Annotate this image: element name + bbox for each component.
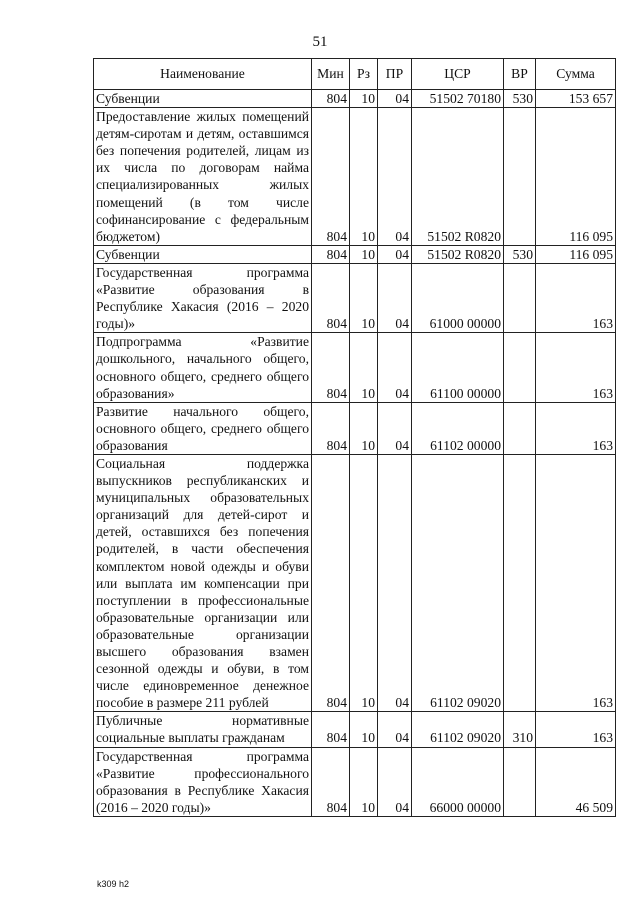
row-sum: 163 [536,454,616,711]
row-rz: 10 [350,108,378,246]
row-min: 804 [312,90,350,108]
row-min: 804 [312,712,350,747]
row-min: 804 [312,333,350,402]
row-csr: 51502 R0820 [412,108,504,246]
row-pr: 04 [378,712,412,747]
row-pr: 04 [378,333,412,402]
row-min: 804 [312,402,350,454]
row-name: Государственная программа «Развитие профессионального образования в Республике Хакасия (2016 – 2020 годы)» [94,747,312,816]
row-pr: 04 [378,402,412,454]
header-pr: ПР [378,59,412,90]
row-name: Публичные нормативные социальные выплаты гражданам [94,712,312,747]
row-csr: 61000 00000 [412,263,504,332]
row-csr: 61102 09020 [412,712,504,747]
row-rz: 10 [350,263,378,332]
budget-table [93,58,616,817]
row-rz: 10 [350,454,378,711]
row-vr [504,402,536,454]
footer-document-code: k309 h2 [97,879,130,889]
row-name: Предоставление жилых помещений детям-сиротам и детям, оставшимся без попечения родителей, лицам из их числа по договорам найма специализированных жилых помещений (в том числе софинансирование с федеральным бюджетом) [94,108,312,246]
row-pr: 04 [378,747,412,816]
row-csr: 61102 09020 [412,454,504,711]
row-sum: 163 [536,333,616,402]
row-rz: 10 [350,245,378,263]
table-row [94,245,616,263]
row-pr: 04 [378,454,412,711]
table-row [94,747,616,816]
row-vr: 530 [504,245,536,263]
row-sum: 163 [536,402,616,454]
row-min: 804 [312,108,350,246]
table-row [94,108,616,246]
row-name: Социальная поддержка выпускников республиканских и муниципальных образовательных организаций для детей-сирот и детей, оставшихся без попечения родителей, в части обеспечения комплектом новой одежды и обуви или выплата им компенсации при поступлении в профессиональные образовательные организации или образовательные организации высшего образования взамен сезонной одежды и обуви, в том числе единовременное денежное пособие в размере 211 рублей [94,454,312,711]
row-min: 804 [312,263,350,332]
row-rz: 10 [350,712,378,747]
row-min: 804 [312,454,350,711]
row-pr: 04 [378,90,412,108]
table-row [94,90,616,108]
header-sum: Сумма [536,59,616,90]
row-vr [504,747,536,816]
row-rz: 10 [350,333,378,402]
row-min: 804 [312,747,350,816]
row-name: Подпрограмма «Развитие дошкольного, начального общего, основного общего, среднего общего образования» [94,333,312,402]
row-csr: 51502 R0820 [412,245,504,263]
table-row [94,263,616,332]
row-csr: 61100 00000 [412,333,504,402]
table-row [94,454,616,711]
row-vr [504,454,536,711]
row-sum: 163 [536,263,616,332]
row-csr: 61102 00000 [412,402,504,454]
table-header-row [94,59,616,90]
row-pr: 04 [378,245,412,263]
row-sum: 153 657 [536,90,616,108]
row-vr [504,263,536,332]
row-sum: 46 509 [536,747,616,816]
row-vr [504,108,536,246]
row-vr [504,333,536,402]
row-rz: 10 [350,90,378,108]
row-name: Субвенции [94,245,312,263]
header-vr: ВР [504,59,536,90]
header-min: Мин [312,59,350,90]
row-csr: 51502 70180 [412,90,504,108]
table-row [94,333,616,402]
row-rz: 10 [350,747,378,816]
row-rz: 10 [350,402,378,454]
row-vr: 530 [504,90,536,108]
header-name: Наименование [94,59,312,90]
row-sum: 116 095 [536,245,616,263]
page-number: 51 [312,34,328,50]
header-csr: ЦСР [412,59,504,90]
row-sum: 116 095 [536,108,616,246]
row-min: 804 [312,245,350,263]
row-vr: 310 [504,712,536,747]
header-rz: Рз [350,59,378,90]
table-row [94,712,616,747]
row-pr: 04 [378,108,412,246]
row-name: Государственная программа «Развитие образования в Республике Хакасия (2016 – 2020 годы)» [94,263,312,332]
row-name: Субвенции [94,90,312,108]
row-sum: 163 [536,712,616,747]
row-name: Развитие начального общего, основного общего, среднего общего образования [94,402,312,454]
row-pr: 04 [378,263,412,332]
row-csr: 66000 00000 [412,747,504,816]
table-row [94,402,616,454]
